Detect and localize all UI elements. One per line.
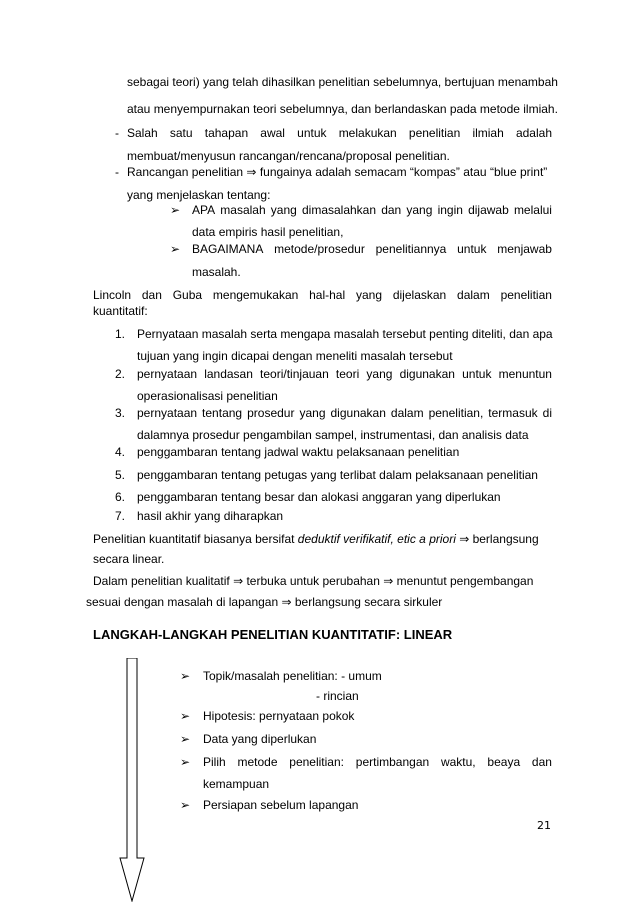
word: beaya [487, 755, 521, 769]
word: yang [270, 203, 297, 217]
quant-para-italic: deduktif verifikatif, etic a priori [297, 532, 456, 546]
arrow-bullet-icon: ➢ [180, 732, 191, 746]
word: adalah [515, 126, 552, 140]
list-item-3-line-1 [137, 405, 552, 421]
intro-line-1: sebagai teori) yang telah dihasilkan penelitian sebelumnya, bertujuan menambah [127, 75, 558, 89]
word: hal-hal [309, 288, 346, 302]
word: menuntun [498, 367, 552, 381]
arrow-bullet-icon: ➢ [170, 242, 181, 256]
word: yang [366, 367, 393, 381]
page-number: 21 [537, 819, 551, 832]
word: dan [381, 203, 402, 217]
list-item-2-line-2: operasionalisasi penelitian [137, 389, 278, 403]
word: penelitian: [289, 755, 344, 769]
list-item-5: penggambaran tentang petugas yang terlibat dalam pelaksanaan penelitian [137, 468, 538, 482]
list-number-5: 5. [115, 468, 126, 482]
word: pertimbangan [355, 755, 430, 769]
list-item-6: penggambaran tentang besar dan alokasi anggaran yang diperlukan [137, 490, 501, 504]
word: penelitian [408, 126, 461, 140]
word: di [542, 406, 552, 420]
word: Lincoln [93, 288, 132, 302]
word: BAGAIMANA [192, 242, 264, 256]
word: metode [237, 755, 278, 769]
arrow-bullet-2-line-1 [192, 241, 552, 257]
dash-marker-1: - [115, 126, 119, 140]
word: termasuk [488, 406, 538, 420]
list-number-2: 2. [115, 367, 126, 381]
list-item-2-line-1 [137, 366, 552, 382]
word: ingin [437, 203, 463, 217]
list-number-1: 1. [115, 327, 126, 341]
list-number-4: 4. [115, 445, 126, 459]
word: landasan [204, 367, 253, 381]
word: penelitiannya [375, 242, 447, 256]
quant-para-line-1 [93, 531, 552, 547]
word: Pilih [203, 755, 226, 769]
word: yang [355, 288, 383, 302]
list-item-1-line-2: tujuan yang ingin dicapai dengan meneliti masalah tersebut [137, 349, 453, 363]
step-3: Data yang diperlukan [203, 732, 317, 746]
qual-para-line-1: Dalam penelitian kualitatif ⇒ terbuka untuk perubahan ⇒ menuntut pengembangan [93, 574, 534, 588]
arrow-bullet-2-line-2: masalah. [192, 265, 241, 279]
word: dan [531, 755, 552, 769]
intro-line-2: atau menyempurnakan teori sebelumnya, dan berlandaskan pada metode ilmiah. [127, 102, 558, 116]
list-number-3: 3. [115, 406, 126, 420]
word: Salah [127, 126, 158, 140]
word: teori [335, 367, 360, 381]
word: menjawab [497, 242, 552, 256]
word: tahapan [204, 126, 249, 140]
arrow-bullet-icon: ➢ [180, 669, 191, 683]
word: penelitian [500, 288, 552, 302]
word: penelitian, [428, 406, 484, 420]
word: pernyataan [137, 406, 198, 420]
word: digunakan [330, 406, 386, 420]
dash2-line-2: yang menjelaskan tentang: [127, 188, 271, 202]
arrow-bullet-icon: ➢ [180, 709, 191, 723]
word: dijawab [468, 203, 509, 217]
list-number-7: 7. [115, 509, 126, 523]
word: pernyataan [137, 367, 198, 381]
word: mengemukakan [212, 288, 299, 302]
list-item-3-line-2: dalamnya prosedur pengambilan sampel, instrumentasi, dan analisis data [137, 428, 529, 442]
down-arrow-icon [118, 658, 146, 902]
step-1-line-1: Topik/masalah penelitian: - umum [203, 669, 382, 683]
step-1-line-2: - rincian [316, 689, 359, 703]
list-number-6: 6. [115, 490, 126, 504]
word: untuk [297, 126, 327, 140]
dash-marker-2: - [115, 165, 119, 179]
dash2-line-1: Rancangan penelitian ⇒ fungainya adalah semacam “kompas” atau “blue print” [127, 165, 548, 179]
list-item-1-line-1: Pernyataan masalah serta mengapa masalah tersebut penting diteliti, dan apa [137, 327, 553, 341]
word: melalui [513, 203, 552, 217]
word: awal [260, 126, 285, 140]
step-4-line-2: kemampuan [203, 777, 270, 791]
word: untuk [462, 367, 492, 381]
step-5: Persiapan sebelum lapangan [203, 798, 359, 812]
step-2: Hipotesis: pernyataan pokok [203, 709, 355, 723]
word: masalah [220, 203, 266, 217]
word: tentang [202, 406, 243, 420]
lincoln-line-2: kuantitatif: [93, 304, 148, 318]
word: Guba [172, 288, 203, 302]
word: APA [192, 203, 216, 217]
word: yang [299, 406, 326, 420]
word: ilmiah [472, 126, 504, 140]
qual-para-line-2: sesuai dengan masalah di lapangan ⇒ berlangsung secara sirkuler [86, 595, 443, 609]
arrow-bullet-icon: ➢ [180, 798, 191, 812]
word: yang [406, 203, 433, 217]
lincoln-line-1 [93, 287, 552, 303]
list-item-4: penggambaran tentang jadwal waktu pelaksanaan penelitian [137, 445, 460, 459]
arrow-bullet-1-line-1 [192, 202, 552, 218]
dash1-line-1 [127, 125, 552, 141]
arrow-bullet-icon: ➢ [170, 203, 181, 217]
word: metode/prosedur [274, 242, 365, 256]
quant-para-text-end: ⇒ berlangsung [455, 532, 539, 546]
word: dalam [457, 288, 490, 302]
step-4-line-1 [203, 754, 552, 770]
word: prosedur [247, 406, 295, 420]
word: dimasalahkan [301, 203, 377, 217]
word: melakukan [338, 126, 397, 140]
word: dalam [390, 406, 424, 420]
word: untuk [457, 242, 487, 256]
word: satu [169, 126, 193, 140]
quant-para-text: Penelitian kuantitatif biasanya bersifat [93, 532, 298, 546]
word: dan [141, 288, 162, 302]
arrow-bullet-icon: ➢ [180, 755, 191, 769]
list-item-7: hasil akhir yang diharapkan [137, 509, 284, 523]
word: teori/tinjauan [260, 367, 329, 381]
word: waktu, [440, 755, 476, 769]
word: dijelaskan [392, 288, 447, 302]
quant-para-line-2: secara linear. [93, 552, 165, 566]
arrow-bullet-1-line-2: data empiris hasil penelitian, [192, 225, 344, 239]
section-heading: LANGKAH-LANGKAH PENELITIAN KUANTITATIF: LINEAR [93, 627, 453, 642]
word: digunakan [399, 367, 455, 381]
dash1-line-2: membuat/menyusun rancangan/rencana/proposal penelitian. [127, 149, 450, 163]
